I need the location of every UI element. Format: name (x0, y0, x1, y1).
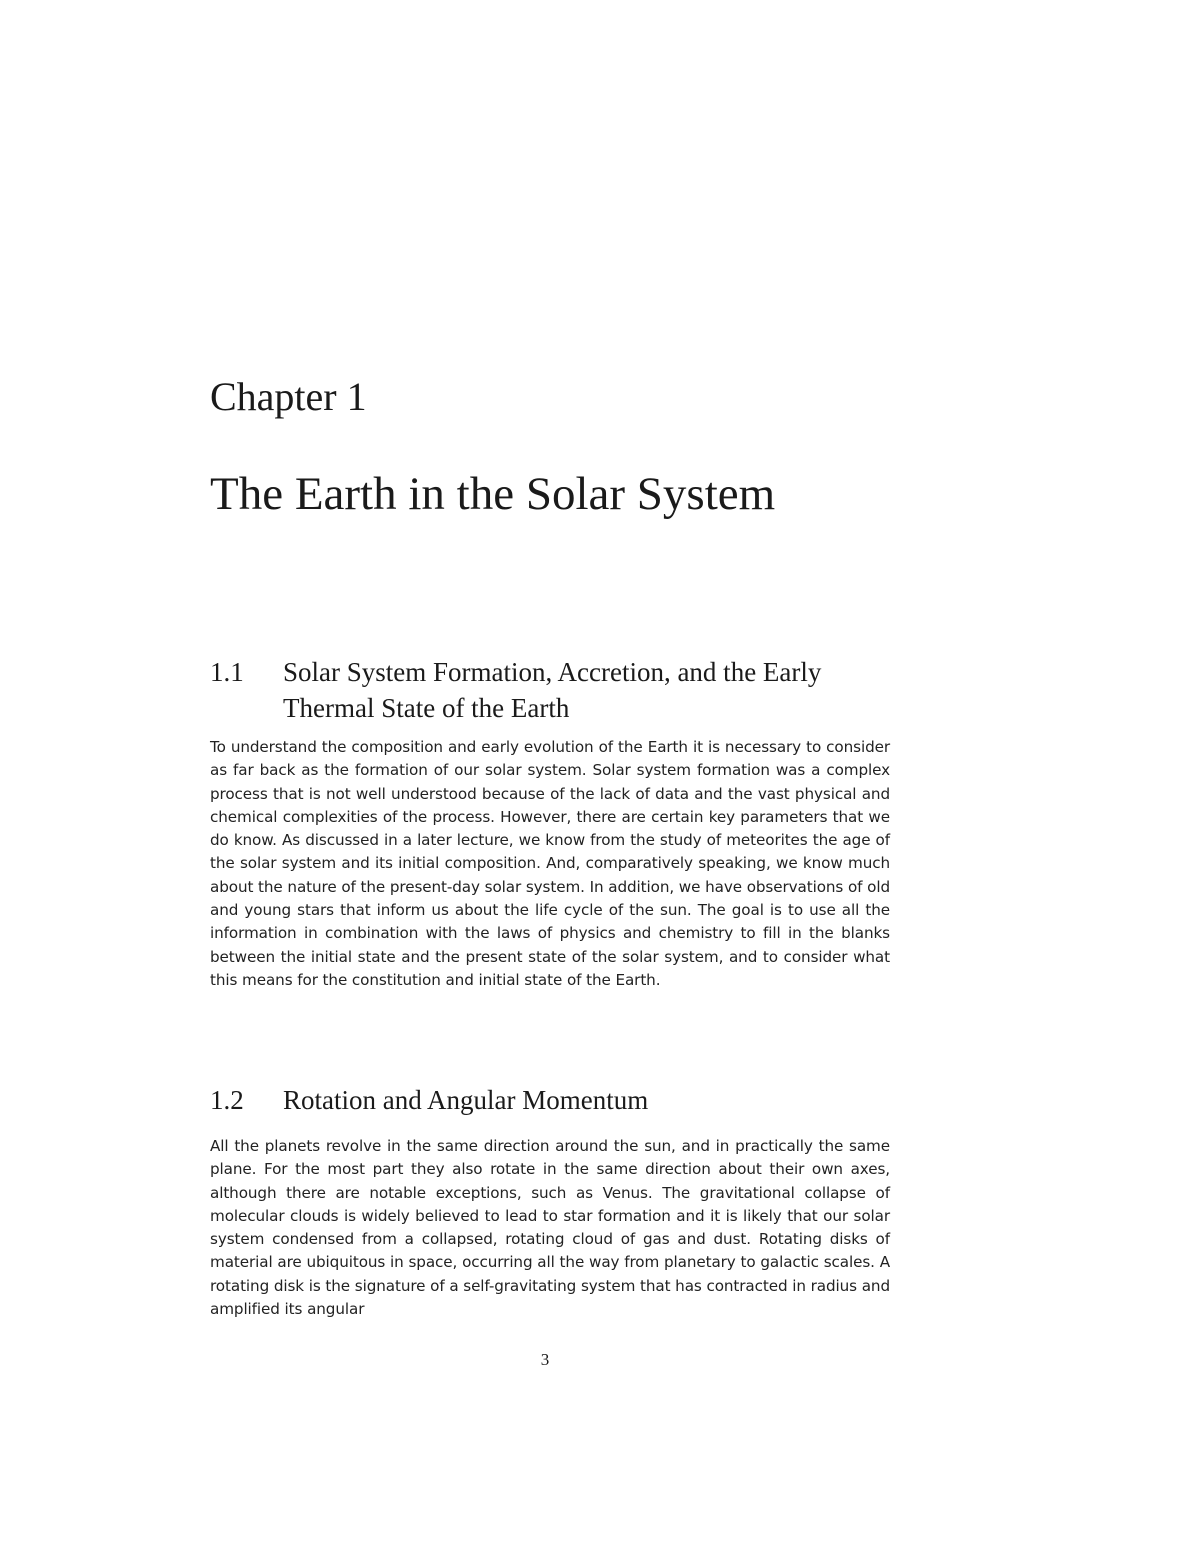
section-1-1 (210, 654, 890, 992)
section-title: Rotation and Angular Momentum (283, 1085, 649, 1115)
chapter-title: The Earth in the Solar System (210, 468, 776, 520)
section-number: 1.1 (210, 657, 244, 687)
section-heading (210, 654, 890, 726)
section-body-paragraph: All the planets revolve in the same direction around the sun, and in practically the same plane. For the most part they also rotate in the same direction about their own axes, although there are notable exceptions, such as Venus. The gravitational collapse of molecular clouds is widely believed to lead to star formation and it is likely that our solar system condensed from a collapsed, rotating cloud of gas and dust. Rotating disks of material are ubiquitous in space, occurring all the way from planetary to galactic scales. A rotating disk is the signature of a self-gravitating system that has contracted in radius and amplified its angular (210, 1137, 890, 1319)
chapter-label: Chapter 1 (210, 374, 367, 419)
section-body-paragraph: To understand the composition and early evolution of the Earth it is necessary to consider as far back as the formation of our solar system. Solar system formation was a complex process that is not well understood because of the lack of data and the vast physical and chemical complexities of the process. However, there are certain key parameters that we do know. As discussed in a later lecture, we know from the study of meteorites the age of the solar system and its initial composition. And, comparatively speaking, we know much about the nature of the present-day solar system. In addition, we have observations of old and young stars that inform us about the life cycle of the sun. The goal is to use all the information in combination with the laws of physics and chemistry to fill in the blanks between the initial state and the present state of the solar system, and to consider what this means for the constitution and initial state of the Earth. (210, 738, 890, 989)
page-number: 3 (540, 1350, 550, 1369)
section-title: Solar System Formation, Accretion, and the Early Thermal State of the Earth (283, 657, 822, 723)
section-1-2 (210, 1082, 890, 1321)
section-heading (210, 1082, 890, 1118)
section-number: 1.2 (210, 1085, 244, 1115)
